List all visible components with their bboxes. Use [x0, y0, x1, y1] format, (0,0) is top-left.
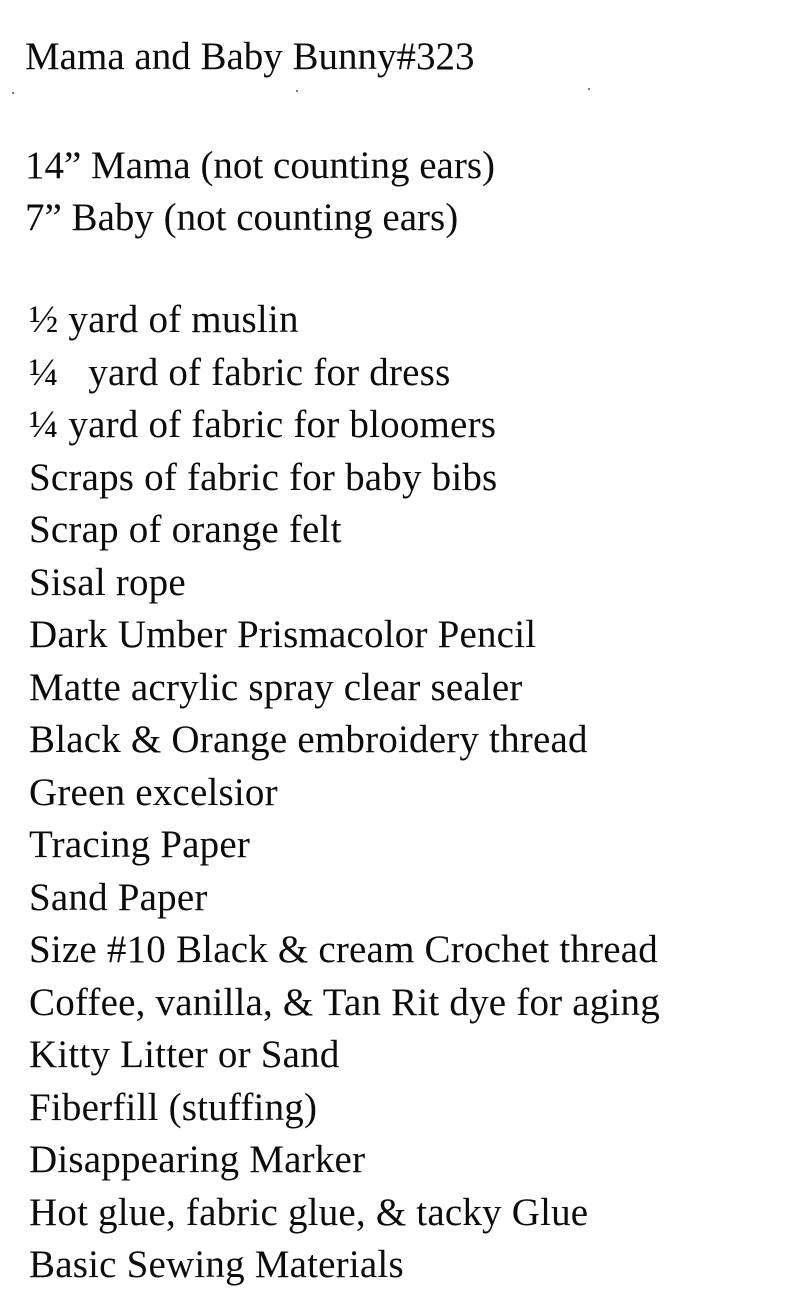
scan-speck: [12, 92, 14, 94]
size-list: [25, 140, 495, 244]
material-item: Green excelsior: [29, 770, 278, 814]
material-item: ½ yard of muslin: [29, 298, 299, 341]
material-item: Sisal rope: [29, 560, 186, 604]
material-item: Scraps of fabric for baby bibs: [29, 455, 498, 499]
scan-speck: [296, 90, 298, 92]
document-title: Mama and Baby Bunny#323: [25, 35, 475, 78]
size-line-baby: 7” Baby (not counting ears): [25, 196, 459, 239]
material-item: ¼ yard of fabric for dress: [29, 350, 451, 394]
material-item: Matte acrylic spray clear sealer: [29, 665, 523, 709]
materials-list: [29, 294, 660, 1292]
material-item: Kitty Litter or Sand: [29, 1033, 340, 1076]
material-item: Scrap of orange felt: [29, 508, 342, 551]
material-item: Size #10 Black & cream Crochet thread: [29, 928, 659, 971]
material-item: Coffee, vanilla, & Tan Rit dye for aging: [29, 980, 660, 1024]
material-item: Fiberfill (stuffing): [29, 1085, 318, 1129]
material-item: ¼ yard of fabric for bloomers: [29, 403, 497, 446]
material-item: Sand Paper: [29, 875, 208, 919]
material-item: Black & Orange embroidery thread: [29, 718, 588, 761]
material-item: Dark Umber Prismacolor Pencil: [29, 613, 537, 656]
size-line-mama: 14” Mama (not counting ears): [25, 144, 496, 187]
material-item: Disappearing Marker: [29, 1138, 366, 1181]
material-item: Basic Sewing Materials: [29, 1243, 404, 1286]
material-item: Hot glue, fabric glue, & tacky Glue: [29, 1190, 589, 1234]
scan-speck: [588, 88, 590, 90]
material-item: Tracing Paper: [29, 823, 251, 866]
